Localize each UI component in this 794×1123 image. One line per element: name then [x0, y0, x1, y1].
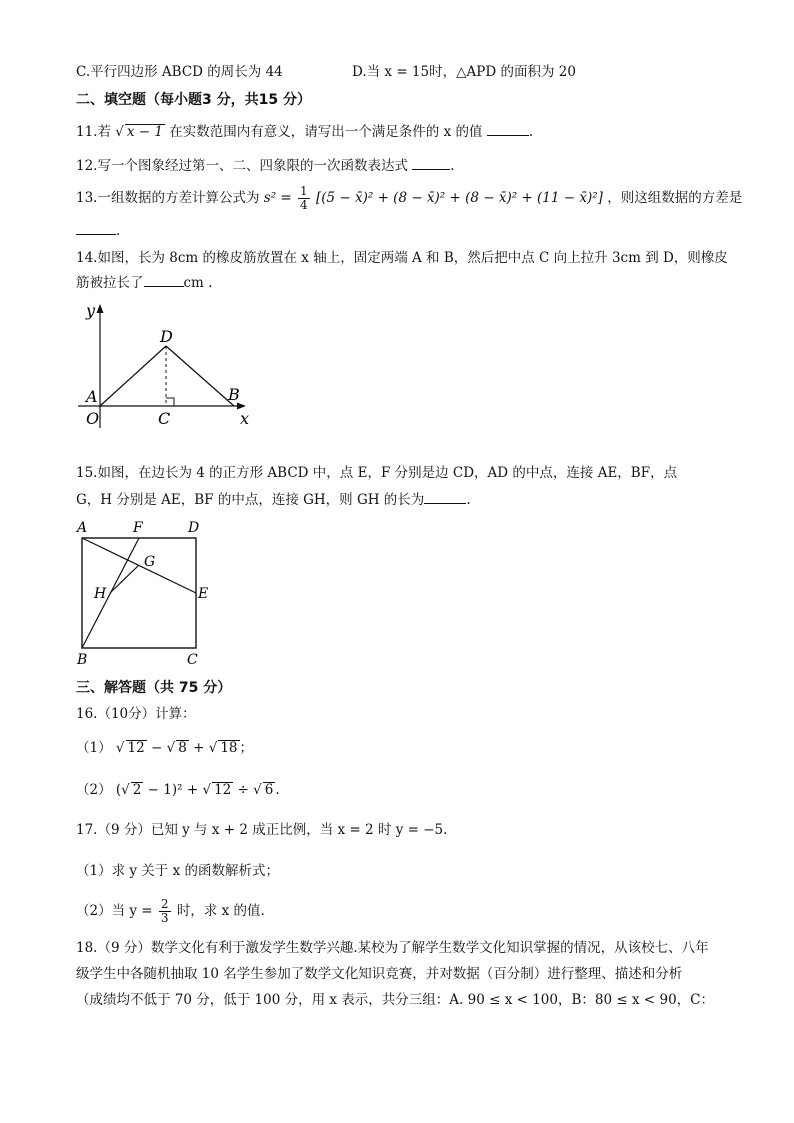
- label-B: B: [228, 385, 240, 404]
- question-14-line1: 14.如图，长为 8cm 的橡皮筋放置在 x 轴上，固定两端 A 和 B，然后把中点 C 向上拉升 3cm 到 D，则橡皮: [76, 250, 728, 266]
- q17-frac-num: 2: [160, 897, 169, 911]
- question-13: [76, 183, 742, 213]
- question-16-part2: [76, 780, 280, 800]
- question-14-line2: [76, 272, 212, 293]
- q13-prefix: 13.一组数据的方差计算公式为: [76, 190, 260, 206]
- question-15-line2: G，H 分别是 AE，BF 的中点，连接 GH，则 GH 的长为 .: [76, 489, 471, 510]
- answer-blank[interactable]: [76, 220, 116, 235]
- answer-blank[interactable]: [412, 155, 450, 170]
- q16-p1-radicand-2: 8: [178, 740, 187, 756]
- q15-line2-prefix: G，H 分别是 AE，BF 的中点，连接 GH，则 GH 的长为: [76, 492, 425, 508]
- answer-blank[interactable]: [487, 121, 529, 136]
- q17-fraction: [159, 898, 171, 925]
- question-17-part1: （1）求 y 关于 x 的函数解析式；: [76, 863, 279, 879]
- label-D: D: [188, 520, 200, 536]
- segment-AD: [100, 346, 166, 406]
- q16-p1-label: （1）: [76, 740, 112, 756]
- question-16-part1: [76, 738, 253, 758]
- q16-p2-op: ÷: [237, 782, 249, 798]
- q17-p2-suffix: 时，求 x 的值.: [176, 903, 265, 919]
- radical-sign: √: [115, 740, 125, 756]
- segment-DB: [166, 346, 234, 406]
- section-2-title: 二、填空题（每小题3 分，共15 分）: [76, 92, 311, 108]
- q16-p1-op1: −: [150, 740, 163, 756]
- q16-p2-label: （2）: [76, 782, 112, 798]
- label-A: A: [77, 520, 88, 536]
- label-B: B: [77, 652, 88, 668]
- question-17: 17.（9 分）已知 y 与 x + 2 成正比例，当 x = 2 时 y = −5.: [76, 822, 448, 838]
- label-D: D: [160, 327, 173, 346]
- q17-p2-prefix: （2）当 y =: [76, 903, 153, 919]
- q11-prefix: 11.若: [76, 124, 111, 140]
- q16-p1-op2: +: [193, 740, 205, 756]
- label-E: E: [198, 586, 209, 602]
- section-3-title: 三、解答题（共 75 分）: [76, 680, 232, 696]
- q13-expression: [(5 − x̄)² + (8 − x̄)² + (8 − x̄)² + (11 − x̄)²]: [315, 190, 603, 206]
- q16-p2-radicand-2: 12: [214, 782, 232, 798]
- q15-figure: [72, 516, 222, 672]
- label-C: C: [187, 652, 198, 668]
- q11-suffix: 在实数范围内有意义，请写出一个满足条件的 x 的值: [169, 124, 483, 140]
- radical-sign: √: [115, 124, 124, 140]
- q13-frac-den: 4: [300, 198, 308, 212]
- radical-sign: √: [121, 782, 130, 798]
- question-11: 11.若 √ x − 1 在实数范围内有意义，请写出一个满足条件的 x 的值 .: [76, 121, 533, 142]
- right-angle-marker: [166, 398, 174, 406]
- question-12: 12.写一个图象经过第一、二、四象限的一次函数表达式 .: [76, 155, 455, 176]
- q14-figure: [74, 300, 264, 432]
- option-c: C.平行四边形 ABCD 的周长为 44: [76, 64, 283, 80]
- q16-p2-end: .: [275, 782, 280, 798]
- radical-sign: √: [208, 740, 218, 756]
- q16-p2-open: (: [115, 782, 122, 798]
- label-C: C: [158, 409, 171, 428]
- q12-text: 12.写一个图象经过第一、二、四象限的一次函数表达式: [76, 158, 408, 174]
- question-17-part2: [76, 896, 265, 926]
- question-18-line1: 18.（9 分）数学文化有利于激发学生数学兴趣.某校为了解学生数学文化知识掌握的情况，从该校七、八年: [76, 940, 709, 956]
- q13-answer-line: .: [76, 220, 120, 241]
- q14-line2-suffix: cm .: [183, 275, 213, 291]
- q16-p1-radicand-3: 18: [220, 740, 238, 756]
- q16-p2-mid: − 1)² +: [147, 782, 199, 798]
- answer-blank[interactable]: [424, 489, 466, 504]
- question-18-line2: 级学生中各随机抽取 10 名学生参加了数学文化知识竞赛，并对数据（百分制）进行整理、描述和分析: [76, 966, 683, 982]
- question-18-line3: （成绩均不低于 70 分，低于 100 分，用 x 表示，共分三组：A. 90 ≤ x < 100，B：80 ≤ x < 90，C：: [76, 992, 714, 1008]
- q17-frac-den: 3: [160, 911, 169, 925]
- q16-p2-radicand-3: 6: [264, 782, 274, 798]
- label-F: F: [133, 520, 143, 536]
- y-axis-arrow: [97, 304, 104, 313]
- q11-radicand: x − 1: [126, 124, 163, 140]
- label-O: O: [86, 409, 100, 428]
- segment-GH: [110, 565, 139, 593]
- radical-sign: √: [166, 740, 176, 756]
- answer-blank[interactable]: [144, 272, 184, 287]
- question-16-title: 16.（10分）计算：: [76, 706, 196, 722]
- option-d: D.当 x = 15时，△APD 的面积为 20: [352, 64, 576, 80]
- label-x: x: [240, 409, 250, 428]
- q16-p2-radicand-1: 2: [132, 782, 142, 798]
- label-y: y: [86, 301, 96, 320]
- radical-sign: √: [253, 782, 262, 798]
- q13-frac-num: 1: [300, 184, 308, 198]
- q13-suffix: ，则这组数据的方差是: [607, 190, 743, 206]
- question-15-line1: 15.如图，在边长为 4 的正方形 ABCD 中，点 E，F 分别是边 CD，AD 的中点，连接 AE，BF，点: [76, 465, 678, 481]
- q13-s2: s² =: [263, 190, 292, 206]
- q16-p1-radicand-1: 12: [127, 740, 145, 756]
- q14-line2-prefix: 筋被拉长了: [76, 275, 144, 291]
- label-A: A: [86, 387, 98, 406]
- label-H: H: [94, 586, 107, 602]
- radical-sign: √: [202, 782, 212, 798]
- q16-p1-end: ；: [239, 740, 253, 756]
- label-G: G: [144, 554, 156, 570]
- q13-fraction: [298, 185, 310, 212]
